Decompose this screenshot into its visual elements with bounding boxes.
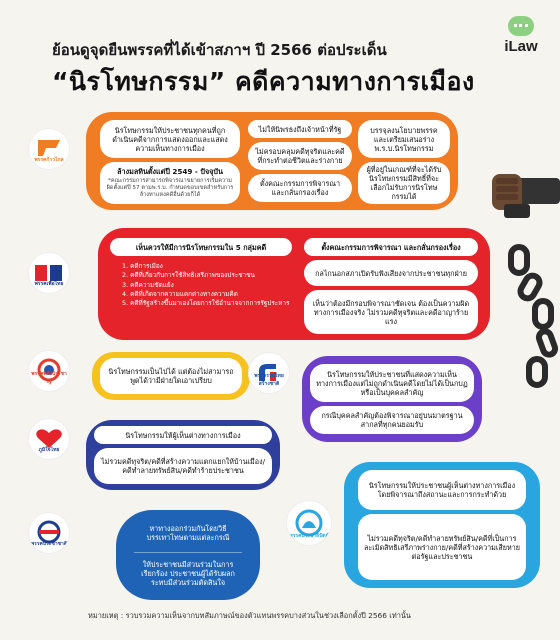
dem-pill-1: นิรโทษกรรมให้ประชาชนผู้เห็นต่างทางการเมืองโดยพิจารณาถึงสถานะและการกระทำด้วย: [358, 470, 526, 510]
pheu-thai-logo: [28, 252, 70, 294]
party-name: พรรคพลังประชารัฐ: [31, 371, 67, 385]
mf-pill-2: ไม่ให้นิพรธงถึงเจ้าหน้าที่รัฐ: [248, 120, 352, 138]
mf-period-pill: [100, 162, 240, 204]
list-item: 4. คดีที่เกิดจากความแตกต่างทางความคิด: [122, 289, 238, 298]
prachachat-logo: [28, 512, 70, 554]
ruam-thai-sang-chart-panel: [302, 356, 482, 442]
move-forward-panel: [86, 112, 458, 210]
pt-pill-1: กลไกนอกสภาเปิดรับฟังเสียงจากประชาชนทุกฝ่าย: [304, 260, 478, 286]
ilaw-logo: [494, 16, 548, 62]
chain-link-5: [526, 356, 548, 388]
speech-bubble-icon: [508, 16, 534, 36]
party-name: พรรครวมไทยสร้างชาติ: [254, 373, 284, 387]
list-item: 3. คดีความขัดแย้ง: [122, 280, 174, 289]
title-line-2: “นิรโทษกรรม” คดีความทางการเมือง: [52, 67, 475, 96]
pt-case-list: [122, 262, 294, 308]
rts-pill-1: นิรโทษกรรมให้ประชาชนที่แสดงความเห็นทางการเมืองแต่ไม่ถูกดำเนินคดีโดยไม่ได้เป็นกบฏหรือเป็นบุคคลสำคัญ: [310, 364, 474, 402]
chain-link-3: [532, 298, 554, 330]
rts-pill-2: กรณีบุคคลสำคัญต้องพิจารณาอยู่บนมาตรฐานสากลที่ทุกคนยอมรับ: [310, 406, 474, 434]
democrat-panel: [344, 462, 540, 588]
pt-right-head: ตั้งคณะกรรมการพิจารณา และกลั่นกรองเรื่อง: [304, 238, 478, 256]
list-item: 2. คดีที่เกี่ยวกับการใช้สิทธิเสรีภาพของประชาชน: [122, 271, 255, 280]
party-name: พรรคประชาธิปัตย์: [289, 533, 329, 539]
mf-pill-1: นิรโทษกรรมให้ประชาชนทุกคนที่ถูกดำเนินคดีจากการแสดงออกและแสดงความเห็นทางการเมือง: [100, 120, 240, 158]
prachachat-panel: [116, 510, 260, 600]
party-name: ภูมิใจไทย: [38, 447, 60, 453]
list-item: 5. คดีที่รัฐสร้างขึ้นมาเองโดยการใช้อำนาจจากการรัฐประหาร: [122, 299, 290, 308]
chain-link-1: [508, 244, 530, 276]
ruam-thai-sang-chart-logo: [248, 352, 290, 394]
palang-pracharat-logo: [28, 350, 70, 392]
mf-period-note: *คณะกรรมการสามารถพิจารณาขยายการเริ่มความผิดตั้งแต่ปี 57 ตามพ.ร.บ. กำหนดขอบเขตสำหรับการล้างทาแหงคดีอื่นด้วยก็ได้: [106, 178, 234, 198]
mf-pill-5: ตั้งคณะกรรมการพิจารณาและกลั่นกรองเรื่อง: [248, 174, 352, 202]
dem-pill-2: ไม่รวมคดีทุจริต/คดีทำลายทรัพย์สิน/คดีที่เป็นการละเมิดสิทธิเสรีภาพร่างกาย/คดีที่สร้างความเสียหายต่อรัฐและประชาชน: [358, 514, 526, 580]
list-item: 1. คดีการเมือง: [122, 262, 163, 270]
footer-note: หมายเหตุ : รวบรวมความเห็นจากบทสัมภาษณ์ของตัวแทนพรรคบางส่วนในช่วงเลือกตั้งปี 2566 เท่านั้น: [88, 611, 411, 620]
title-line-1: ย้อนดูจุดยืนพรรคที่ได้เข้าสภาฯ ปี 2566 ต่อประเด็น: [52, 41, 387, 59]
bhumjaithai-panel: [86, 420, 280, 490]
pheu-thai-panel: [98, 228, 490, 340]
mf-pill-3: บรรจุลงนโยบายพรรคและเตรียมเสนอร่าง พ.ร.บ.นิรโทษกรรม: [358, 120, 450, 158]
mf-pill-6: ผู้ที่อยู่ในเกณฑ์ที่จะได้รับนิรโทษกรรมมีสิทธิ์ที่จะเลือกไม่รับการนิรโทษกรรมได้: [358, 162, 450, 204]
bjt-pill-2: ไม่รวมคดีทุจริต/คดีที่สร้างความแตกแยกให้บ้านเมือง/คดีทำลายทรัพย์สิน/คดีทำร้ายประชาชน: [94, 448, 272, 484]
party-name: พรรคเพื่อไทย: [34, 281, 64, 287]
mf-pill-4: ไม่ครอบคลุมคดีทุจริตและคดีที่กระทำต่อชีวิตและร่างกาย: [248, 142, 352, 170]
pcc-text-2: ให้ประชาชนมีส่วนร่วมในการเรียกร้อง ประชาชนผู้ได้รับผลกระทบมีส่วนร่วมตัดสินใจ: [134, 552, 242, 594]
header: [0, 0, 560, 102]
democrat-logo: [286, 500, 332, 546]
brand-name: iLaw: [504, 38, 538, 55]
bjt-pill-1: นิรโทษกรรมให้ผู้เห็นต่างทางการเมือง: [94, 426, 272, 444]
move-forward-logo: [28, 128, 70, 170]
pt-box-title: เห็นควรให้มีการนิรโทษกรรมใน 5 กลุ่มคดี: [110, 238, 292, 256]
pcc-text-1: หาทางออกร่วมกันโดยวิธีบรรเทาโทษตามแต่ละกรณี: [146, 524, 230, 542]
party-name: พรรคประชาชาติ: [30, 541, 68, 547]
bhumjaithai-logo: [28, 418, 70, 460]
party-name: พรรคก้าวไกล: [34, 157, 64, 163]
pt-pill-2: เห็นว่าต้องมีกรอบพิจารณาชัดเจน ต้องเป็นความผิดทางการเมืองจริง ไม่รวมคดีทุจริตและคดีอาญาร้ายแรง: [304, 290, 478, 334]
ppr-pill-1: นิรโทษกรรมเป็นไปได้ แต่ต้องไม่สามารถพูดได้ว่ามีฝ่ายใดเอาเปรียบ: [100, 358, 242, 394]
mf-period-title: ล้างมลทินตั้งแต่ปี 2549 - ปัจจุบัน: [117, 167, 223, 177]
palang-pracharat-panel: [92, 352, 250, 400]
